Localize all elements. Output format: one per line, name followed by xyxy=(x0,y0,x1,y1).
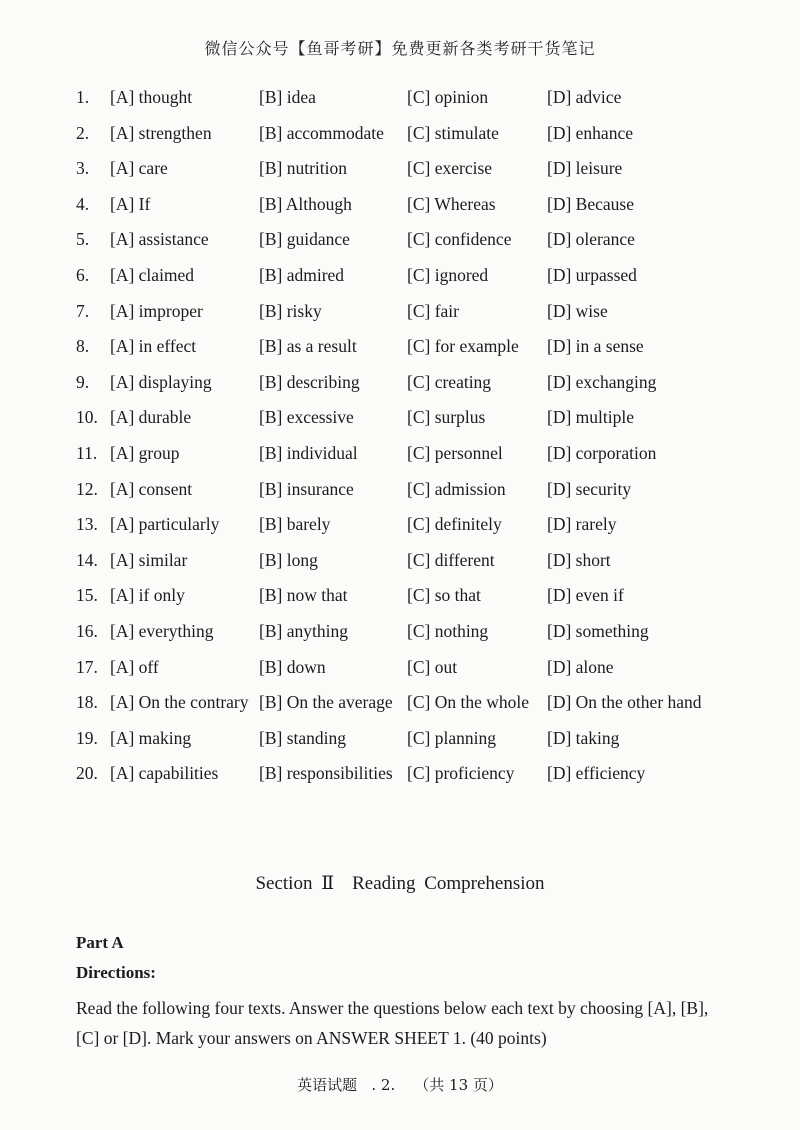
options-list xyxy=(0,82,800,802)
option-c: [C] stimulate xyxy=(407,122,499,143)
option-a: [A] everything xyxy=(110,621,214,641)
option-a: [A] improper xyxy=(110,300,203,321)
directions-label: Directions: xyxy=(76,963,156,982)
question-row xyxy=(0,438,800,468)
section-heading xyxy=(0,872,800,895)
question-number: 6. xyxy=(76,265,90,285)
option-d: [D] rarely xyxy=(547,514,617,535)
question-row xyxy=(0,82,800,112)
option-b: [B] now that xyxy=(259,585,348,606)
option-a: [A] assistance xyxy=(110,229,209,250)
option-d: [D] taking xyxy=(547,727,620,748)
question-number: 14. xyxy=(76,549,98,570)
question-number: 17. xyxy=(76,656,98,677)
question-number: 5. xyxy=(76,229,90,250)
question-row xyxy=(0,260,800,290)
question-row xyxy=(0,758,800,788)
option-b: [B] admired xyxy=(259,265,345,285)
question-row xyxy=(0,545,800,575)
option-b: [B] Although xyxy=(259,193,352,214)
question-number: 15. xyxy=(76,585,98,606)
option-a: [A] similar xyxy=(110,549,188,570)
option-a: [A] particularly xyxy=(110,514,220,535)
page-footer: 英语试题 . 2. （共 13 页） xyxy=(297,1076,503,1094)
question-number: 12. xyxy=(76,478,98,499)
question-row xyxy=(0,189,800,219)
option-d: [D] exchanging xyxy=(547,371,657,392)
option-a: [A] if only xyxy=(110,585,185,606)
option-d: [D] enhance xyxy=(547,122,633,143)
question-number: 18. xyxy=(76,692,98,713)
section-title: Reading Comprehension xyxy=(352,873,545,894)
option-c: [C] On the whole xyxy=(407,692,529,713)
question-row xyxy=(0,616,800,646)
option-c: [C] ignored xyxy=(407,265,489,285)
option-b: [B] accommodate xyxy=(259,122,384,143)
option-b: [B] nutrition xyxy=(259,158,347,179)
option-b: [B] guidance xyxy=(259,229,350,250)
option-b: [B] individual xyxy=(259,443,358,463)
option-d: [D] On the other hand xyxy=(547,692,702,713)
directions-text: Read the following four texts. Answer the questions below each text by choosing [A], [B], [C] or [D]. Mark your answers on ANSWER SHEET 1. (40 points) xyxy=(76,998,709,1048)
option-d: [D] corporation xyxy=(547,443,657,463)
question-number: 1. xyxy=(76,87,90,107)
option-c: [C] opinion xyxy=(407,87,489,107)
option-c: [C] Whereas xyxy=(407,193,496,214)
question-row xyxy=(0,474,800,504)
option-b: [B] insurance xyxy=(259,478,354,499)
option-a: [A] group xyxy=(110,443,180,463)
option-b: [B] idea xyxy=(259,87,316,107)
option-d: [D] short xyxy=(547,549,611,570)
option-c: [C] fair xyxy=(407,300,459,321)
question-number: 20. xyxy=(76,763,98,784)
option-a: [A] care xyxy=(110,158,168,179)
option-c: [C] planning xyxy=(407,727,496,748)
question-row xyxy=(0,687,800,717)
option-b: [B] barely xyxy=(259,514,331,535)
option-a: [A] durable xyxy=(110,407,192,428)
option-d: [D] Because xyxy=(547,193,634,214)
question-row xyxy=(0,402,800,432)
option-b: [B] responsibilities xyxy=(259,763,393,784)
option-a: [A] If xyxy=(110,193,151,214)
option-a: [A] making xyxy=(110,727,192,748)
question-number: 19. xyxy=(76,727,98,748)
option-c: [C] surplus xyxy=(407,407,486,428)
question-row xyxy=(0,224,800,254)
question-row xyxy=(0,118,800,148)
question-number: 11. xyxy=(76,443,98,463)
question-row xyxy=(0,331,800,361)
question-row xyxy=(0,153,800,183)
part-heading: Part A xyxy=(76,933,124,952)
question-row xyxy=(0,367,800,397)
option-c: [C] exercise xyxy=(407,158,493,179)
option-b: [B] long xyxy=(259,549,318,570)
option-c: [C] proficiency xyxy=(407,763,515,784)
option-d: [D] alone xyxy=(547,656,614,677)
option-a: [A] strengthen xyxy=(110,122,212,143)
option-d: [D] something xyxy=(547,621,649,641)
option-c: [C] for example xyxy=(407,336,519,357)
option-c: [C] creating xyxy=(407,371,492,392)
question-number: 13. xyxy=(76,514,98,535)
option-c: [C] out xyxy=(407,656,458,677)
option-b: [B] anything xyxy=(259,621,348,641)
option-c: [C] so that xyxy=(407,585,481,606)
option-b: [B] describing xyxy=(259,371,360,392)
question-row xyxy=(0,580,800,610)
option-b: [B] standing xyxy=(259,727,347,748)
option-a: [A] consent xyxy=(110,478,193,499)
option-c: [C] nothing xyxy=(407,621,489,641)
option-d: [D] in a sense xyxy=(547,336,644,357)
option-c: [C] personnel xyxy=(407,443,503,463)
question-number: 9. xyxy=(76,371,90,392)
question-number: 16. xyxy=(76,621,98,641)
option-b: [B] risky xyxy=(259,300,322,321)
option-b: [B] On the average xyxy=(259,692,393,713)
option-c: [C] confidence xyxy=(407,229,512,250)
option-c: [C] definitely xyxy=(407,514,502,535)
option-c: [C] admission xyxy=(407,478,506,499)
option-d: [D] wise xyxy=(547,300,608,321)
option-d: [D] advice xyxy=(547,87,622,107)
question-number: 7. xyxy=(76,300,90,321)
option-d: [D] even if xyxy=(547,585,624,606)
option-d: [D] efficiency xyxy=(547,763,646,784)
option-a: [A] claimed xyxy=(110,265,195,285)
option-d: [D] urpassed xyxy=(547,265,637,285)
question-row xyxy=(0,296,800,326)
question-number: 2. xyxy=(76,122,90,143)
option-b: [B] down xyxy=(259,656,326,677)
question-number: 4. xyxy=(76,193,90,214)
option-a: [A] off xyxy=(110,656,159,677)
question-row xyxy=(0,509,800,539)
option-b: [B] as a result xyxy=(259,336,357,357)
option-d: [D] multiple xyxy=(547,407,634,428)
question-number: 3. xyxy=(76,158,90,179)
question-number: 10. xyxy=(76,407,98,428)
option-a: [A] in effect xyxy=(110,336,197,357)
page-header-watermark: 微信公众号【鱼哥考研】免费更新各类考研干货笔记 xyxy=(204,39,596,58)
option-b: [B] excessive xyxy=(259,407,354,428)
option-a: [A] On the contrary xyxy=(110,692,249,713)
option-d: [D] olerance xyxy=(547,229,635,250)
option-a: [A] thought xyxy=(110,87,193,107)
option-c: [C] different xyxy=(407,549,495,570)
option-d: [D] security xyxy=(547,478,632,499)
question-row xyxy=(0,652,800,682)
section-label: Section Ⅱ xyxy=(255,873,335,894)
option-a: [A] displaying xyxy=(110,371,212,392)
question-row xyxy=(0,723,800,753)
option-d: [D] leisure xyxy=(547,158,623,179)
option-a: [A] capabilities xyxy=(110,763,219,784)
question-number: 8. xyxy=(76,336,90,357)
